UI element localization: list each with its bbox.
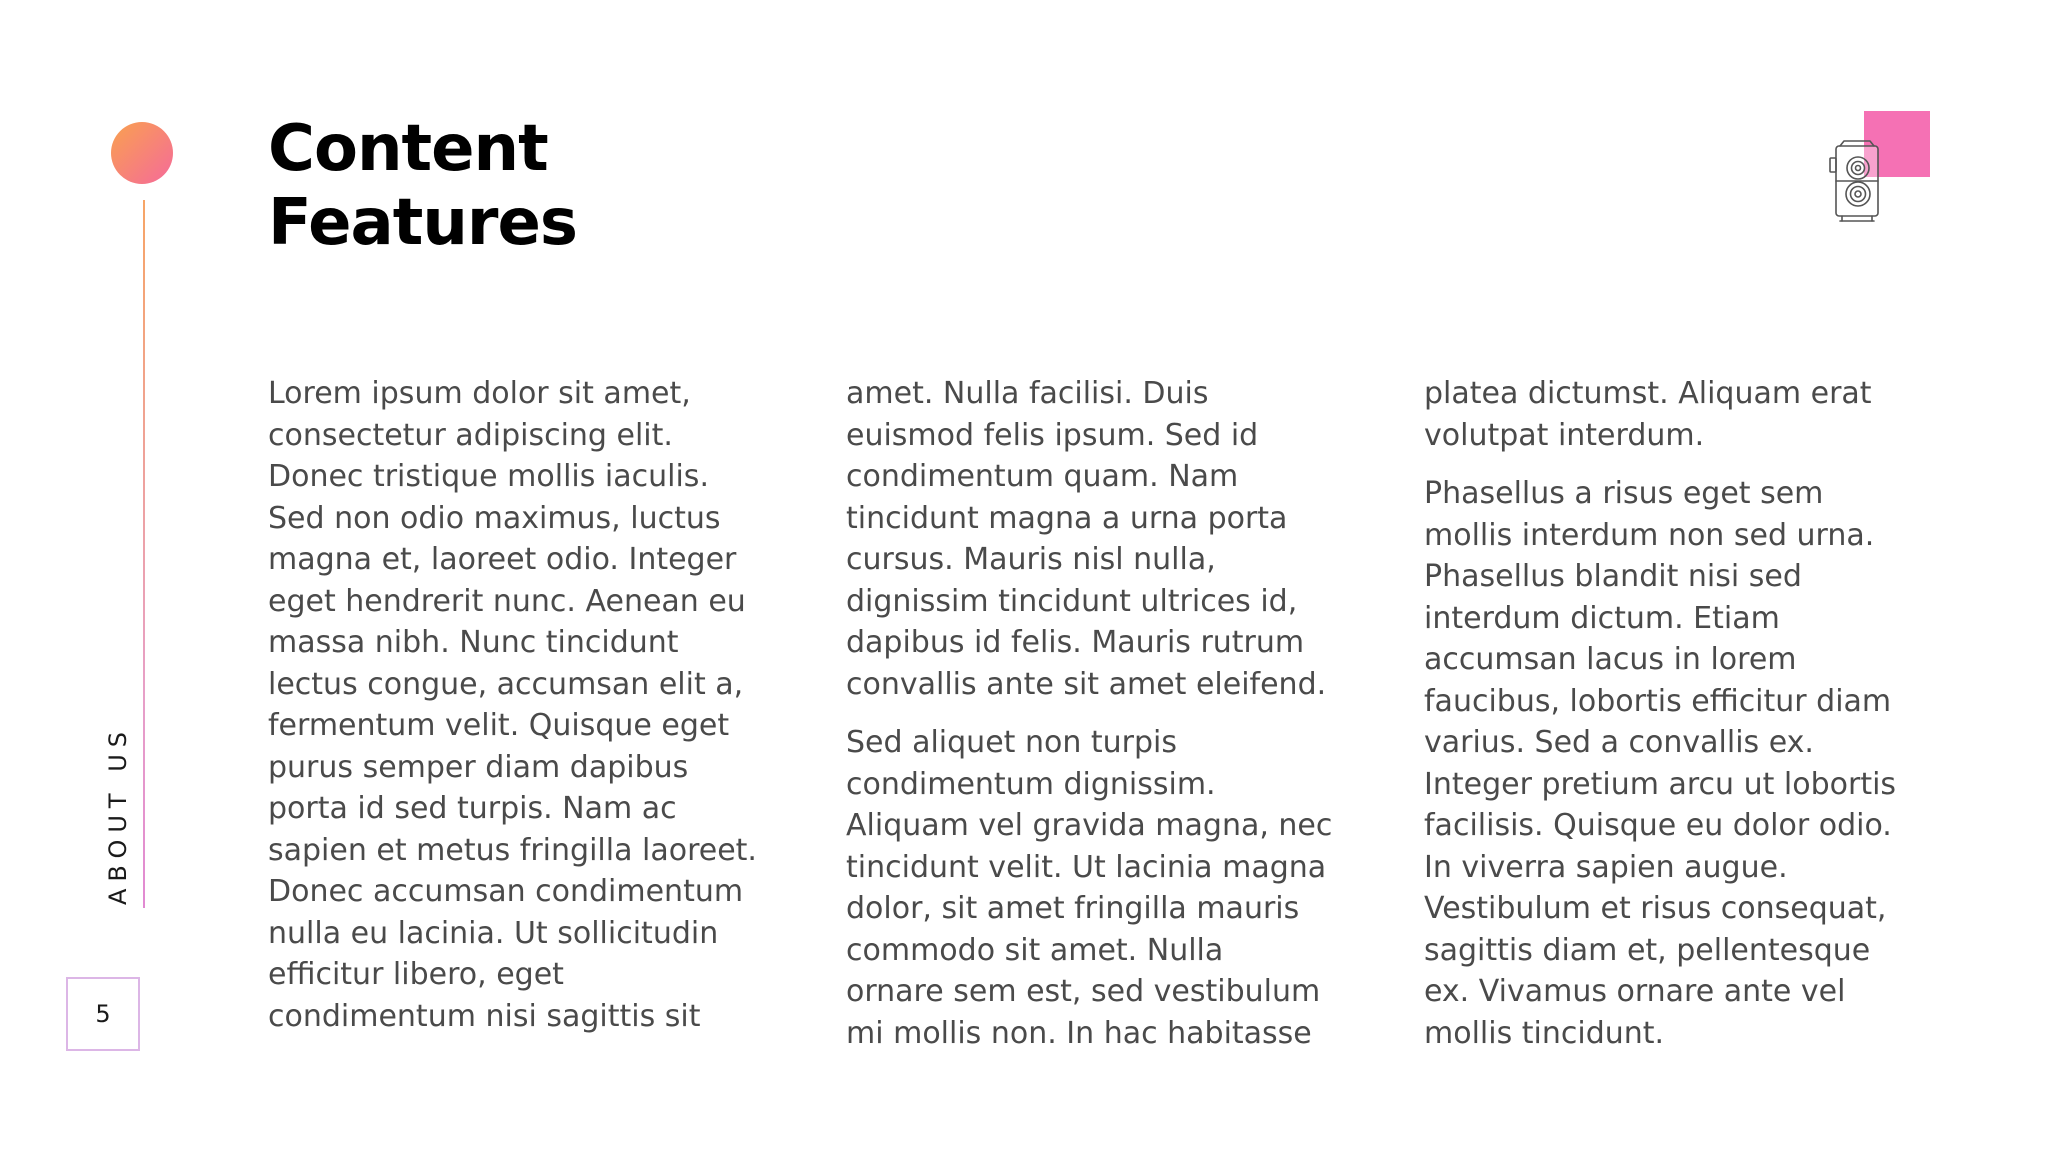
text-column-3 <box>1424 373 1984 1054</box>
accent-circle <box>111 122 173 184</box>
body-paragraph: Sed aliquet non turpis condimentum dignissim. Aliquam vel gravida magna, nec tincidunt velit. Ut lacinia magna dolor, sit amet fringilla mauris commodo sit amet. Nulla ornare sem est, sed vestibulum mi mollis non. In hac habitasse <box>846 725 1333 1051</box>
page-number: 5 <box>66 977 140 1051</box>
camera-icon <box>1828 138 1888 224</box>
page-title-line-1: Content <box>268 112 548 186</box>
page-title-line-2: Features <box>268 186 577 260</box>
text-column-2 <box>846 373 1406 1054</box>
body-paragraph: Phasellus a risus eget sem mollis interdum non sed urna. Phasellus blandit nisi sed interdum dictum. Etiam accumsan lacus in lorem faucibus, lobortis efficitur diam varius. Sed a convallis ex. Integer pretium arcu ut lobortis facilisis. Quisque eu dolor odio. In viverra sapien augue. Vestibulum et risus consequat, sagittis diam et, pellentesque ex. Vivamus ornare ante vel mollis tincidunt. <box>1424 476 1897 1051</box>
page-title <box>268 112 577 260</box>
section-label: ABOUT US <box>104 724 132 905</box>
text-column-1 <box>268 373 828 1037</box>
body-paragraph: platea dictumst. Aliquam erat volutpat interdum. <box>1424 376 1872 453</box>
accent-vertical-line <box>143 200 145 908</box>
body-paragraph: Lorem ipsum dolor sit amet, consectetur adipiscing elit. Donec tristique mollis iaculis. Sed non odio maximus, luctus magna et, laoreet odio. Integer eget hendrerit nunc. Aenean eu massa nibh. Nunc tincidunt lectus congue, accumsan elit a, fermentum velit. Quisque eget purus semper diam dapibus porta id sed turpis. Nam ac sapien et metus fringilla laoreet. Donec accumsan condimentum nulla eu lacinia. Ut sollicitudin efficitur libero, eget condimentum nisi sagittis sit <box>268 376 757 1034</box>
body-paragraph: amet. Nulla facilisi. Duis euismod felis ipsum. Sed id condimentum quam. Nam tincidunt magna a urna porta cursus. Mauris nisl nulla, dignissim tincidunt ultrices id, dapibus id felis. Mauris rutrum convallis ante sit amet eleifend. <box>846 376 1327 702</box>
